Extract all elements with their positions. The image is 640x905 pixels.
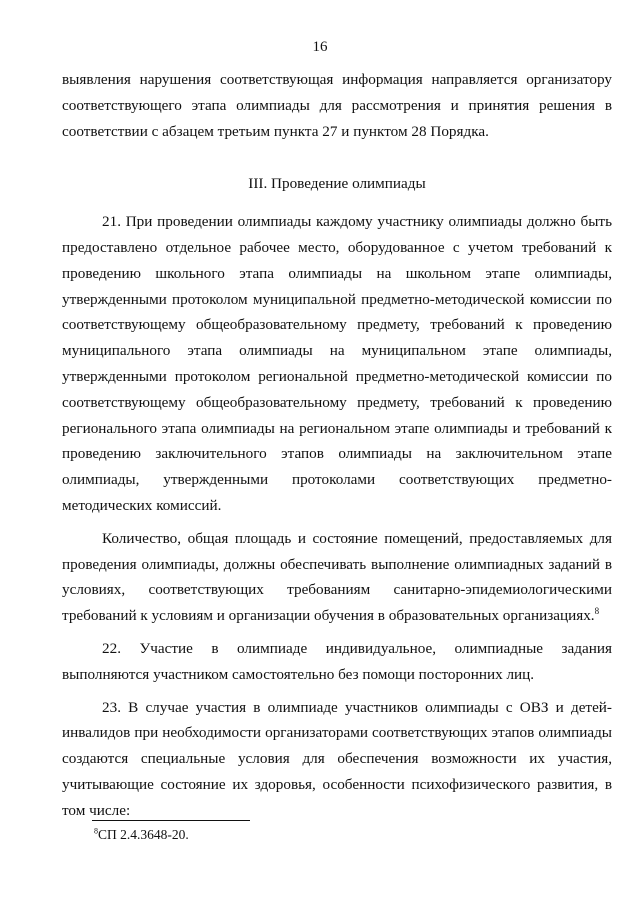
spacer [62, 519, 612, 526]
section-title: III. Проведение олимпиады [248, 175, 426, 193]
footnote-marker: 8 [94, 826, 98, 836]
page-number: 16 [312, 39, 328, 55]
spacer [62, 629, 612, 636]
footnote [94, 827, 189, 843]
document-body [62, 67, 612, 824]
footnote-separator [92, 820, 250, 821]
paragraph-21: 21. При проведении олимпиады каждому участнику олимпиады должно быть предоставлено отдельное рабочее место, оборудованное с учетом требований к проведению школьного этапа олимпиады на школьном этапе олимпиады, утвержденными протоколом муниципальной предметно-методической комиссии по соответствующему общеобразовательному предмету, требований к проведению муниципального этапа олимпиады на муниципальном этапе олимпиады, утвержденными протоколом региональной предметно-методической комиссии по соответствующему общеобразовательному предмету, требований к проведению регионального этапа олимпиады на региональном этапе олимпиады и требований к проведению заключительного этапов олимпиады на заключительном этапе олимпиады, утвержденными протоколами соответствующих предметно-методических комиссий. [62, 213, 612, 514]
spacer [62, 197, 612, 209]
paragraph-21-premises-text: Количество, общая площадь и состояние помещений, предоставляемых для проведения олимпиады, должны обеспечивать выполнение олимпиадных заданий в условиях, соответствующих требованиям санитарно-эпидемиологическими требований к условиям и организации обучения в образовательных организациях. [62, 529, 612, 625]
paragraph-23: 23. В случае участия в олимпиаде участников олимпиады с ОВЗ и детей-инвалидов при необходимости организаторами соответствующих этапов олимпиады создаются специальные условия для обеспечения возможности их участия, учитывающие состояние их здоровья, особенности психофизического развития, в том числе: [62, 698, 612, 819]
paragraph-21-premises [62, 526, 612, 629]
spacer [62, 144, 612, 171]
intro-paragraph: выявления нарушения соответствующая информация направляется организатору соответствующего этапа олимпиады для рассмотрения и принятия решения в соответствии с абзацем третьим пункта 27 и пунктом 28 Порядка. [62, 71, 612, 140]
footnote-reference: 8 [594, 606, 600, 617]
spacer [62, 688, 612, 695]
paragraph-22: 22. Участие в олимпиаде индивидуальное, олимпиадные задания выполняются участником самостоятельно без помощи посторонних лиц. [62, 639, 612, 683]
footnote-text: СП 2.4.3648-20. [98, 827, 189, 842]
